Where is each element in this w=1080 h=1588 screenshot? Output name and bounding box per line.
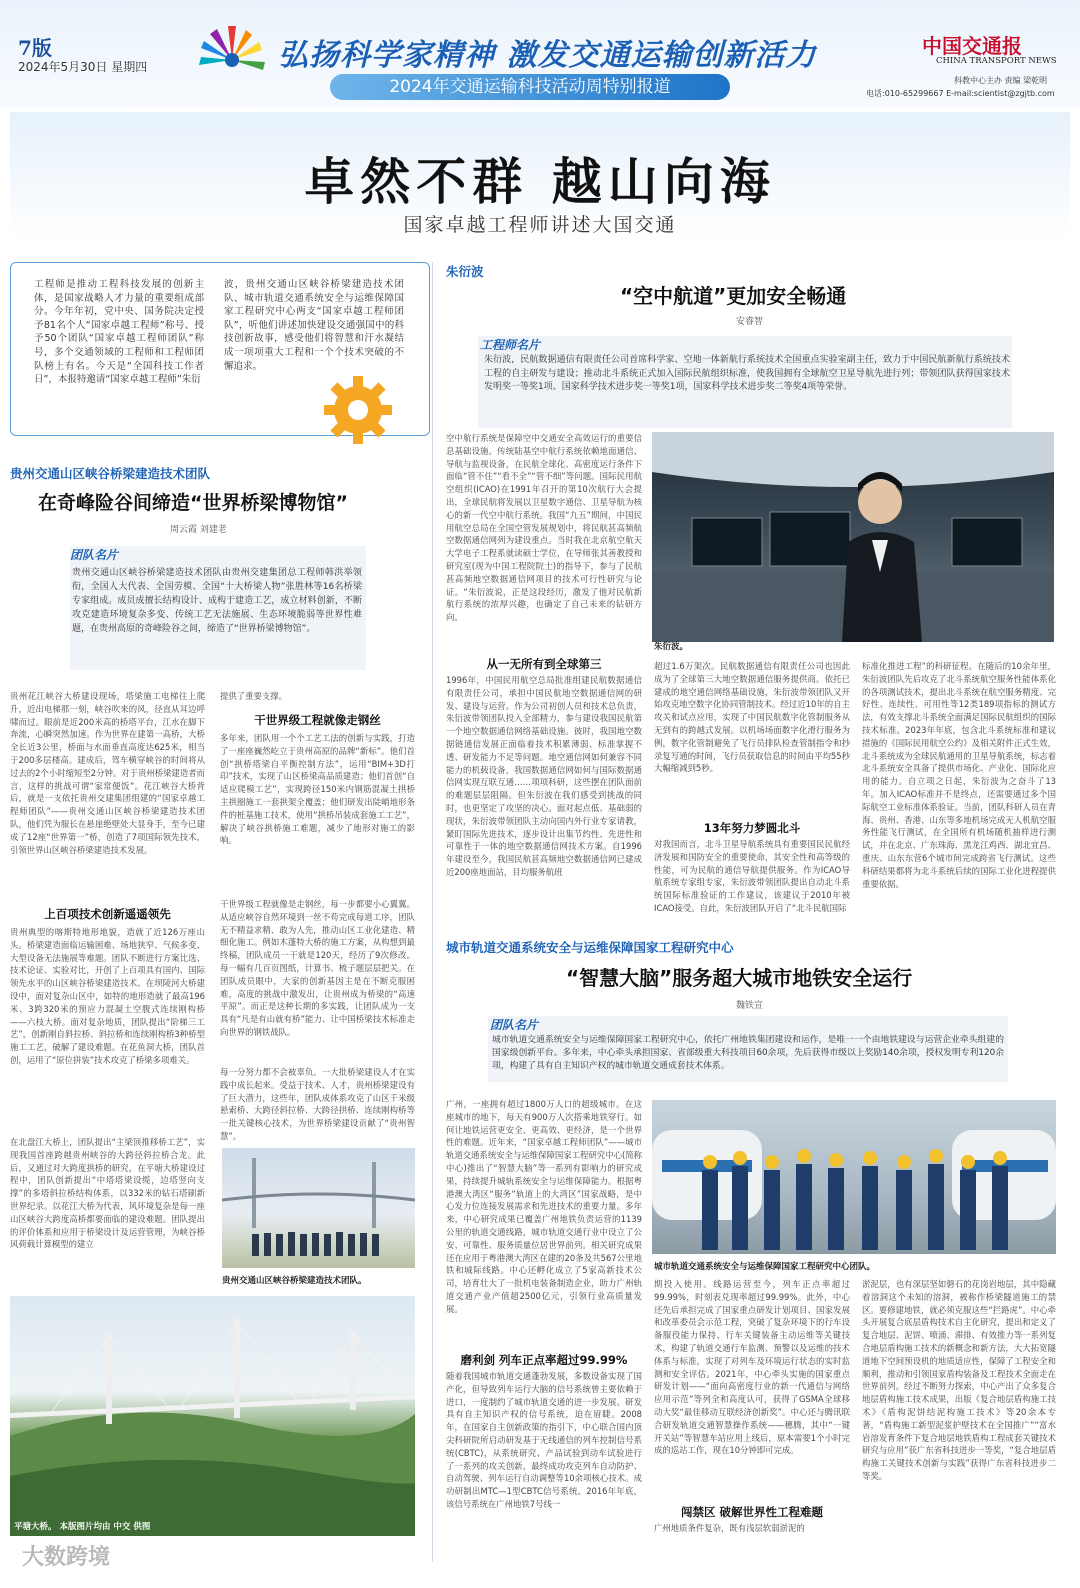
bridge-subheading-2: 干世界级工程就像走钢丝 bbox=[254, 713, 381, 727]
edition-number: 7版 bbox=[18, 36, 52, 60]
bridge-body-2d: 每一分努力都不会被辜负。一大批桥梁建设人才在实践中成长起来。受益于技术、人才，贵州桥梁建设有了巨大潜力，这些年，团队成体系攻克了山区千米级悬索桥、大跨径斜拉桥、大跨径拱桥、连续刚构桥等一批关键核心技术，为世界桥梁建设贡献了“贵州智慧”。 bbox=[220, 1067, 415, 1141]
bridge-namecard-label: 团队名片 bbox=[70, 548, 119, 562]
bridge-body-2a: 提供了重要支撑。 bbox=[220, 691, 287, 701]
airway-body-3a: 超过1.6万架次。民航数据通信有限责任公司也因此成为了全球第三大地空数据通信服务提供商。依托已建成的地空通信网络基础设施，朱衍波带领团队又开始攻克地空数字化协同管制技术。经过近10年的自主攻关和试点应用，实现了中国民航数字化管制服务从无到有的跨越式发展。以机场场面数字化滑行服务为例，数字化管制避免了飞行员排队检查管制指令和抄录复写通的时间，飞行员获取信息的时间由平均55秒大幅缩减到5秒。 bbox=[654, 661, 850, 774]
bridge-namecard-text: 贵州交通山区峡谷桥梁建造技术团队由贵州交建集团总工程师韩洪举领衔，全国人大代表、全国劳模、全国“十大桥梁人物”张胜林等16名桥梁专家组成。成员成擅长结构设计、成构于建造工艺，成立材料创新，不断攻克建造环境复杂多变、传统工艺无法施展、生态环境脆弱等世界性难题，在贵州高原的奇峰险谷之间，缔造了“世界桥梁博物馆”。 bbox=[72, 568, 362, 634]
starburst-logo-icon bbox=[196, 20, 268, 92]
bridge-team-photo bbox=[222, 1148, 415, 1268]
column-divider bbox=[432, 262, 433, 1562]
airway-headline: “空中航道”更加安全畅通 bbox=[620, 284, 847, 308]
metro-subheading-1: 磨利剑 列车正点率超过99.99% bbox=[460, 1353, 628, 1367]
pingtang-bridge-caption: 平塘大桥。 本版图片均由 中交 供图 bbox=[14, 1522, 151, 1532]
feature-title: 卓然不群 越山向海 bbox=[304, 153, 776, 211]
newspaper-brand-en: CHINA TRANSPORT NEWS bbox=[936, 56, 1057, 66]
bridge-subheading-1: 上百项技术创新遥遥领先 bbox=[44, 907, 171, 921]
bridge-team-caption: 贵州交通山区峡谷桥梁建造技术团队。 bbox=[222, 1276, 367, 1286]
metro-author: 魏铁宣 bbox=[736, 1001, 764, 1011]
metro-namecard-label: 团队名片 bbox=[490, 1018, 539, 1032]
metro-headline: “智慧大脑”服务超大城市地铁安全运行 bbox=[566, 966, 913, 990]
publication-date: 2024年5月30日 星期四 bbox=[18, 60, 148, 74]
intro-text-left: 工程师是推动工程科技发展的创新主体，是国家战略人才力量的重要组成部分。今年年初，党中央、国务院决定授予81名个人“国家卓越工程师”称号、授予50个团队“国家卓越工程师团队”称号，多个交通领域的工程师和工程师团队榜上有名。今天是“全国科技工作者日”，本报特邀请“国家卓越工程师”朱衍 bbox=[34, 279, 204, 386]
contact-line: 电话:010-65299667 E-mail:scientist@zgjtb.com bbox=[866, 89, 1055, 98]
page-slogan: 弘扬科学家精神 激发交通运输创新活力 bbox=[278, 38, 817, 73]
bridge-body-1a: 贵州花江峡谷大桥建设现场，塔梁施工电梯往上爬升，近出电梯那一刻，峡谷吹来的风，径直从耳边呼啸而过。眼前是近200米高的桥塔平台，江水在脚下奔流，心瞬突然加速。作为世界在建第一高桥，大桥全长近3公里，桥面与水面垂直高度达625米，相当于200多层楼高。建成后，驾车横穿峡谷的时间将从过去的2个小时缩短至2分钟。对于贵州桥梁建造者而言，这样的挑战可谓“家常便饭”。花江峡谷大桥背后，就是一支依托贵州交建集团组建的“国家卓越工程师团队”——贵州交通山区峡谷桥梁建造技术团队，他们凭为服长在悬崖绝壁处大显身手，至今已建成了12座“世界第一”桥，创造了7项国际领先技术，引领世界山区峡谷桥梁建造技术发展。 bbox=[10, 691, 205, 855]
metro-namecard-text: 城市轨道交通系统安全与运维保障国家工程研究中心，依托广州地铁集团建设和运作，是唯一一个由地铁建设与运营企业牵头组建的国家级创新平台。多年来，中心牵头承担国家、省部级重大科技项目60余项，先后获得市级以上奖励140余项，授权发明专利120余项，构建了具有自主知识产权的城市轨道交通成套技术体系。 bbox=[492, 1035, 1004, 1071]
airway-body-1: 空中航行系统是保障空中交通安全高效运行的重要信息基础设施。传统陆基空中航行系统依赖地面通信、导航与监视设备，在民航全球化、高密度运行条件下面临“管不住”“看不全”“管不细”等问题。国际民用航空组织(ICAO)在1991年召开的第10次航行大会提出，全球民航将发展以卫星数字通信、卫星导航为核心的新一代空中航行系统。我国“九五”期间，中国民用航空总局在全国空管发展规划中，将民航甚高频航空数据通信网列为建设重点。当时我在北京航空航天大学电子工程系就读硕士学位，在导师张其善教授和研究室(现为中国工程院院士)的指导下，参与了民航甚高频地空数据通信网项目的技术可行性研究与论证。“朱衍波说，正是这段经历，激发了他对民航新航行系统的浓厚兴趣，也确定了自己未来的钻研方向。 bbox=[446, 433, 642, 623]
airway-body-3b: 对我国而言，北斗卫星导航系统具有重要国民民航经济发展和国防安全的重要使命，其安全性和高等级的性能，可为民航的通信导航提供服务。作为ICAO导航系统专家组专家，朱衍波带领团队提出自动北斗系统国际标准验证的工作建议，该建议于2010年被ICAO接受。自此，朱衍波团队开启了“北斗民航国际 bbox=[654, 839, 850, 913]
bridge-authors: 周云霞 刘建老 bbox=[170, 525, 227, 535]
watermark-text: 大数跨境 bbox=[22, 1545, 111, 1570]
metro-body-1b: 随着我国城市轨道交通蓬勃发展，多数设备实现了国产化，但导致列车运行大脑的信号系统曾主要依赖于进口，一度制约了城市轨道交通的进一步发展。研发具有自主知识产权的信号系统，迫在眉睫。2008年，在国家自主创新政策的指引下，中心联合国内顶尖科研院所启动研发基于无线通信的列车控制信号系统(CBTC)，从系统研究、产品试验到动车试验进行了一系列的攻关创新，最终成功攻克列车自动防护、自动驾驶、列车运行自动调整等10余项核心技术。成功研制出MTC—1型CBTC信号系统。2016年年底，该信号系统在广州地铁7号线一 bbox=[446, 1371, 642, 1509]
airway-subheading-2: 13年努力梦圆北斗 bbox=[703, 821, 801, 835]
metro-tagline: 城市轨道交通系统安全与运维保障国家工程研究中心 bbox=[446, 940, 734, 955]
gear-icon bbox=[320, 372, 396, 448]
airway-tagline: 朱衍波 bbox=[446, 264, 484, 279]
airway-namecard-text: 朱衍波，民航数据通信有限责任公司首席科学家、空地一体新航行系统技术全国重点实验室副主任，致力于中国民航新航行系统技术工程的自主研发与建设；推动北斗系统正式加入国际民航组织标准，使我国拥有全球航空卫星导航先进行列；带领团队获得国家技术发明奖一等奖1项、国家科学技术进步奖一等奖1项，国家科学技术进步奖二等奖4项等荣誉。 bbox=[484, 355, 1010, 392]
newspaper-brand: 中国交通报 bbox=[922, 34, 1022, 58]
intro-text-right: 波，贵州交通山区峡谷桥梁建造技术团队、城市轨道交通系统安全与运维保障国家工程研究中心两支“国家卓越工程师团队”，听他们讲述加快建设交通强国中的科技创新故事，感受他们将智慧和汗水凝结成一项项重大工程和一个个技术突破的不懈追求。 bbox=[224, 279, 404, 372]
feature-subtitle: 国家卓越工程师讲述大国交通 bbox=[403, 214, 677, 236]
bridge-body-1b: 贵州典型的喀斯特地形地貌，造就了近126万座山头。桥梁建造面临运输困难、场地狭窄、气候多变、大型设备无法施展等难题。团队不断进行方案比选、技术论证、实验对比，开创了上百项具有国内、国际领先水平的山区峡谷桥梁建造技术。在坝陵河大桥建设中，面对复杂山区中，如特的地形造就了最高196米、3跨320米的预应力混凝土空腹式连续刚构桥——六枝大桥。面对复杂地质，团队提出“阶梯三工艺”，创新刚自斜拉桥、斜拉桥和连续刚构桥3种桥型施工工艺，破解了建设难题。在花鱼洞大桥，团队首创，运用了“原位拼装”技术攻克了桥梁多项难关。 bbox=[10, 927, 205, 1065]
metro-team-photo bbox=[652, 1100, 1056, 1254]
metro-body-1a: 广州，一座拥有超过1800万人口的超级城市。在这座城市的地下，每天有900万人次搭乘地铁穿行。如何让地铁运营更安全、更高效、更经济，是一个世界性的难题。近年来，“国家卓越工程师团队”——城市轨道交通系统安全与运维保障国家工程研究中心(简称中心)推出了“智慧大脑”等一系列有影响力的研究成果，持续提升城轨系统安全与运维保障能力。根据粤港澳大湾区“服务”轨道上的大湾区”国家战略，是中心发力位连接发展需求和先进技术的重要力量。多年来，中心研究成果已覆盖广州地铁负责运营的1139公里的轨道交通线路，城市轨道交通行业中设立了公安、可靠性、服务质量位居世界前列。相关研究成果还在应用于粤港澳大湾区在建的20条及共567公里地铁和城际线路。中心还孵化成立了5家高新技术公司，培育壮大了一批机电装备制造企业，助力广州轨道交通产业产值超2500亿元，引领行业高质量发展。 bbox=[446, 1099, 642, 1314]
special-report-banner: 2024年交通运输科技活动周特别报道 bbox=[330, 74, 730, 100]
airway-body-4: 标准化推进工程”的科研征程。在随后的10余年里，朱衍波团队先后攻克了北斗系统航空服务性能体系化的各项测试技术，提出北斗系统在航空服务精度、完好性、连续性、可用性等12类189项指标的测试方法，有效支撑北斗系统全面满足国际民航组织的国际技术标准。2023年年底，包含北斗系统标准和建议措施的《国际民用航空公约》及相关附件正式生效，北斗系统成为全球民航通用的卫星导航系统，标志着北斗系统安全具备了提供市场化、产业化、国际化应用的能力。自立项之日起，朱衍波为之奋斗了13年。加入ICAO标准并不是终点，还需要通过多个国际航空工业标准体系验证。当前，团队科研人员在青海、贵州、香港、山东等多地机场完成无人机航空服务性能飞行测试，在全国所有机场随机抽样进行测试，并在北京、广东珠海、黑龙江鸡西、湖北宜昌、重庆、山东东营6个城市间完成跨省飞行测试。这些科研结果都将为北斗系统后续的国际工业化进程提供重要依据。 bbox=[862, 661, 1056, 889]
editor-line: 科教中心主办 责编 梁乾明 bbox=[954, 76, 1048, 85]
metro-body-3: 淤泥层，也有深层坚如磐石的花岗岩地层，其中隐藏着溶洞这个未知的溶洞，被称作桥梁隧道施工的禁区。要修建地铁，就必须克服这些“拦路虎”。中心牵头开展复合底层盾构技术自主化研究，提出和定义了复合地层、泥饼、喷涌、滞排、有效推力等一系列复合地层盾构施工技术的新概念和新方法，大大拓宽隧道地下空间预设机的地质适应性，保障了工程安全和顺利，推动和引领国家盾构装备及工程技术全面走在世界前列。经过不断努力探索，中心产出了众多复合地层盾构施工技术成果，出版《复合地层盾构施工技术》《盾构泥饼结泥构施工技术》等20余本专著，“盾构施工新型泥浆护壁技术在全国推广”“富水岩溶发育条件下复合地层地铁盾构工程成套关键技术研究与应用”获广东省科技进步一等奖，“复合地层盾构施工关键技术创新与实践”获得广东省科技进步二等奖。 bbox=[862, 1279, 1056, 1481]
metro-team-caption: 城市轨道交通系统安全与运维保障国家工程研究中心团队。 bbox=[654, 1262, 876, 1272]
bridge-headline: 在奇峰险谷间缔造“世界桥梁博物馆” bbox=[38, 492, 348, 514]
airway-namecard-label: 工程师名片 bbox=[480, 338, 541, 352]
bridge-body-1c: 在北盘江大桥上，团队提出“主梁顶推移桥工艺”，实现我国首座跨越贵州峡谷的大跨径斜拉桥合龙。此后，又通过对大跨度拱桥的研究，在平塘大桥建设过程中，团队创新提出“中塔塔梁设缆，边塔竖向支撑”的多塔斜拉桥结构体系，以332米的钻石塔刷新世界纪录。以花江大桥为代表，风环境复杂是每一座山区峡谷大跨度高桥都要面临的建设难题。团队提出的评价体系和应用于桥梁设计及运营管理，为峡谷桥风荷载计算模型的建立 bbox=[10, 1137, 205, 1250]
airway-body-2: 1996年，中国民用航空总局批准组建民航数据通信有限责任公司，承担中国民航地空数据通信网的研发、建设与运营。作为公司初创人员和技术总负责，朱衍波带领团队投入全部精力，参与建设我国民航第一个地空数据通信网络基础设施。彼时，我国地空数据链通信发展正面临着技术积累薄弱、标准掌握不透、研发能力不足等问题。地空通信网如何兼容不同能力的机载设备，我国数据通信网如何与国际数据通信网实现互联互通……项项科研，这些摆在团队面前的难题层层阻隔。但朱衍波在我们感受到挑战的同时，也更坚定了攻坚的决心。面对起点低、基础弱的现状，朱衍波带领团队主动向国内外行业专家请教，紧盯国际先进技术，逐步设计出集节约性、先进性和可靠性于一体的地空数据通信网技术方案。自1996年建设至今，我国民航甚高频地空数据通信网已建成近200座地面站，目均服务航班 bbox=[446, 675, 642, 877]
airway-author: 安睿智 bbox=[736, 317, 764, 327]
zhu-yanbo-caption: 朱衍波。 bbox=[654, 642, 689, 652]
bridge-body-2b: 多年来，团队用一个个工艺工法的创新与实践，打造了一座座巍然屹立于贵州高原的品牌“新标”。他们首创“拱桥塔梁自平衡控制方法”，运用“BIM+3D打印”技术，实现了山区桥梁高品质建造；他们首创“自适应爬模工艺”，实现跨径150米内钢筋混凝土拱桥主拱圈施工一套拱架全覆盖；他们研发出陡峭地形条件的桩基施工技术，使用“拱桥吊装成套施工工艺”，解决了峡谷拱桥施工难题，减少了地形对施工的影响。 bbox=[220, 733, 415, 846]
bridge-tagline: 贵州交通山区峡谷桥梁建造技术团队 bbox=[10, 466, 211, 481]
airway-subheading-1: 从一无所有到全球第三 bbox=[486, 657, 602, 671]
pingtang-bridge-photo bbox=[10, 1296, 415, 1536]
metro-body-2b: 广州地质条件复杂，既有浅层软弱淤泥的 bbox=[654, 1523, 805, 1533]
zhu-yanbo-photo bbox=[652, 432, 1054, 642]
bridge-body-2c: 干世界级工程就像是走钢丝，每一步都要小心翼翼。从适应峡谷自然环境到一丝不苟完成每道工序，团队无不精益求精、敢为人先，推动山区工业化建造、精细化施工。例如木蓬特大桥的施工方案，从构想到最终稿，团队成员一干就是120天，经历了9次修改。每一幅有几百页图纸，计算书、梳子题层层把关。在团队成员眼中，大家的创新基因主是在不断克服困难，高度的挑战中激发出，让贵州成为桥梁的“高速平原”。而正是这种长期的多实践，让团队成为一支具有“凡是有山就有桥”能力、让中国桥梁技术标准走向世界的钢铁战队。 bbox=[220, 899, 415, 1037]
metro-body-2a: 期投入使用。线路运营至今，列车正点率超过99.99%，时刻表兑现率超过99.99%。此外，中心还先后承担完成了国家重点研发计划项目、国家发展和改革委员会示范工程，突破了复杂环境下的行车设备服役能力保持、行车关键装备主动运维等关键技术，构建了轨道交通行车监测、预警以及运维的技术体系与标准，实现了对列车及环境运行状态的实时监测和安全评估。2021年，中心牵头实施的国家重点研发计划——“面向高密度行业的新一代通信与网络应用示范”等列全和高度认可，获得了GSMA全球移动大奖“最佳移动互联经济创新奖”。中心还与腾讯联合研发轨道交通智慧操作系统——穗腾，其中“一键开关站”等智慧车站应用上线后，原本需要1个小时完成的巡站工作，现在10分钟即可完成。 bbox=[654, 1279, 850, 1456]
metro-subheading-2: 闯禁区 破解世界性工程难题 bbox=[680, 1505, 823, 1519]
